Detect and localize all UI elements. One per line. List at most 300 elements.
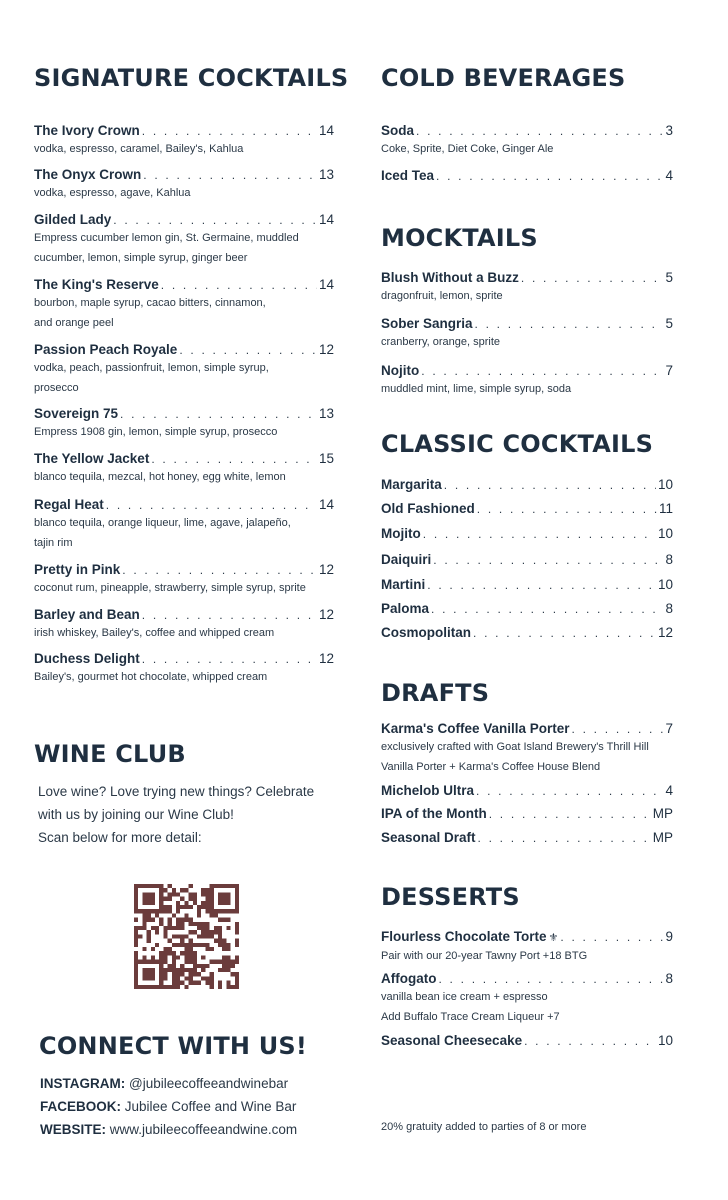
qr-module bbox=[205, 943, 209, 947]
qr-module bbox=[172, 926, 176, 930]
qr-module bbox=[210, 960, 214, 964]
item-price: 11 bbox=[658, 501, 673, 516]
qr-module bbox=[189, 884, 193, 888]
qr-module bbox=[134, 897, 138, 901]
qr-module bbox=[168, 918, 172, 922]
qr-module bbox=[142, 968, 146, 972]
qr-module bbox=[189, 968, 193, 972]
qr-module bbox=[155, 909, 159, 913]
item-description: tajin rim bbox=[34, 536, 73, 549]
qr-module bbox=[176, 926, 180, 930]
item-name: Daiquiri bbox=[381, 552, 432, 567]
facebook-page[interactable]: Jubilee Coffee and Wine Bar bbox=[124, 1099, 297, 1114]
qr-module bbox=[134, 888, 138, 892]
qr-module bbox=[205, 981, 209, 985]
qr-module bbox=[218, 926, 222, 930]
menu-item bbox=[381, 624, 673, 642]
qr-module bbox=[168, 926, 172, 930]
qr-module bbox=[134, 905, 138, 909]
item-description: blanco tequila, mezcal, hot honey, egg white, lemon bbox=[34, 471, 286, 483]
qr-module bbox=[138, 909, 142, 913]
qr-module bbox=[184, 976, 188, 980]
qr-module bbox=[197, 943, 201, 947]
item-price: 4 bbox=[665, 783, 673, 798]
qr-module bbox=[210, 972, 214, 976]
qr-module bbox=[235, 930, 239, 934]
item-name: Margarita bbox=[381, 477, 442, 492]
qr-module bbox=[222, 901, 226, 905]
qr-module bbox=[142, 909, 146, 913]
qr-module bbox=[163, 947, 167, 951]
qr-module bbox=[163, 905, 167, 909]
qr-module bbox=[197, 922, 201, 926]
qr-module bbox=[205, 964, 209, 968]
mocktails-title: MOCKTAILS bbox=[381, 224, 538, 252]
qr-module bbox=[142, 926, 146, 930]
desserts-title: DESSERTS bbox=[381, 883, 520, 911]
qr-module bbox=[189, 922, 193, 926]
qr-module bbox=[180, 968, 184, 972]
qr-module bbox=[205, 901, 209, 905]
qr-module bbox=[147, 976, 151, 980]
item-name: Duchess Delight bbox=[34, 651, 140, 666]
dot-leader bbox=[478, 829, 651, 847]
qr-module bbox=[235, 897, 239, 901]
item-name: IPA of the Month bbox=[381, 806, 487, 821]
item-price: 4 bbox=[665, 168, 673, 183]
qr-module bbox=[226, 918, 230, 922]
dot-leader bbox=[423, 525, 656, 543]
qr-module bbox=[168, 951, 172, 955]
item-price: 14 bbox=[318, 497, 334, 512]
qr-module bbox=[218, 897, 222, 901]
qr-module bbox=[222, 955, 226, 959]
qr-module bbox=[210, 913, 214, 917]
item-name: Blush Without a Buzz bbox=[381, 270, 519, 285]
qr-module bbox=[163, 951, 167, 955]
qr-module bbox=[201, 964, 205, 968]
menu-item bbox=[381, 315, 673, 353]
item-description: Empress cucumber lemon gin, St. Germaine, muddled bbox=[34, 232, 299, 244]
dot-leader bbox=[113, 211, 317, 229]
qr-module bbox=[151, 897, 155, 901]
item-price: 14 bbox=[318, 277, 334, 292]
qr-module bbox=[197, 981, 201, 985]
qr-module bbox=[210, 897, 214, 901]
qr-module bbox=[189, 976, 193, 980]
qr-module bbox=[189, 897, 193, 901]
dot-leader bbox=[473, 624, 656, 642]
qr-module bbox=[155, 913, 159, 917]
qr-module bbox=[184, 947, 188, 951]
item-description: dragonfruit, lemon, sprite bbox=[381, 290, 503, 302]
item-price: 9 bbox=[665, 929, 673, 944]
qr-module bbox=[235, 985, 239, 989]
qr-module bbox=[176, 976, 180, 980]
item-description: Vanilla Porter + Karma's Coffee House Blend bbox=[381, 760, 601, 773]
item-price: 5 bbox=[665, 270, 673, 285]
qr-module bbox=[134, 930, 138, 934]
qr-module bbox=[142, 884, 146, 888]
gluten-free-icon: ⚜ bbox=[548, 932, 559, 944]
item-name: Karma's Coffee Vanilla Porter bbox=[381, 721, 570, 736]
qr-module bbox=[168, 905, 172, 909]
qr-module bbox=[210, 976, 214, 980]
menu-item bbox=[34, 405, 334, 443]
item-price: MP bbox=[652, 830, 673, 845]
qr-module bbox=[201, 934, 205, 938]
menu-item bbox=[381, 928, 673, 967]
qr-module bbox=[184, 918, 188, 922]
qr-module bbox=[172, 955, 176, 959]
item-name: Pretty in Pink bbox=[34, 562, 121, 577]
qr-module bbox=[142, 897, 146, 901]
qr-module bbox=[235, 981, 239, 985]
qr-module bbox=[193, 930, 197, 934]
facebook-label: FACEBOOK: bbox=[40, 1099, 121, 1114]
item-description: and orange peel bbox=[34, 316, 114, 329]
item-price: 3 bbox=[665, 123, 673, 138]
qr-module bbox=[180, 981, 184, 985]
qr-module bbox=[159, 955, 163, 959]
qr-module bbox=[184, 985, 188, 989]
qr-module bbox=[226, 981, 230, 985]
qr-module bbox=[201, 976, 205, 980]
qr-module bbox=[180, 934, 184, 938]
qr-module bbox=[142, 901, 146, 905]
dot-leader bbox=[524, 1032, 656, 1050]
item-price: 13 bbox=[318, 406, 334, 421]
qr-module bbox=[138, 884, 142, 888]
qr-module bbox=[163, 968, 167, 972]
qr-module bbox=[142, 947, 146, 951]
item-description: coconut rum, pineapple, strawberry, simple syrup, sprite bbox=[34, 582, 306, 594]
qr-module bbox=[218, 968, 222, 972]
item-price: 14 bbox=[318, 212, 334, 227]
item-price: 10 bbox=[657, 577, 673, 592]
qr-module bbox=[142, 913, 146, 917]
qr-module bbox=[168, 968, 172, 972]
qr-module bbox=[201, 901, 205, 905]
qr-module bbox=[235, 922, 239, 926]
qr-module bbox=[176, 943, 180, 947]
qr-module bbox=[214, 909, 218, 913]
contact-facebook bbox=[40, 1095, 296, 1119]
qr-module bbox=[142, 922, 146, 926]
wine-club-title: WINE CLUB bbox=[34, 740, 186, 768]
qr-module bbox=[134, 892, 138, 896]
qr-module bbox=[163, 930, 167, 934]
item-name: Seasonal Cheesecake bbox=[381, 1033, 523, 1048]
item-price: 10 bbox=[657, 1033, 673, 1048]
dot-leader bbox=[142, 650, 317, 668]
contact-instagram bbox=[40, 1072, 288, 1096]
dot-leader bbox=[433, 551, 663, 569]
qr-module bbox=[142, 918, 146, 922]
qr-module bbox=[201, 905, 205, 909]
wine-club-line: Scan below for more detail: bbox=[38, 830, 202, 845]
qr-module bbox=[176, 934, 180, 938]
qr-module bbox=[151, 884, 155, 888]
dot-leader bbox=[475, 315, 664, 333]
qr-module bbox=[189, 947, 193, 951]
qr-module bbox=[218, 930, 222, 934]
qr-module bbox=[176, 985, 180, 989]
item-description: Pair with our 20-year Tawny Port +18 BTG bbox=[381, 950, 588, 962]
qr-module bbox=[159, 922, 163, 926]
qr-module bbox=[138, 926, 142, 930]
item-description: irish whiskey, Bailey's, coffee and whipped cream bbox=[34, 627, 275, 639]
qr-module bbox=[231, 964, 235, 968]
qr-module bbox=[235, 939, 239, 943]
qr-module bbox=[235, 960, 239, 964]
qr-module bbox=[138, 934, 142, 938]
item-description: bourbon, maple syrup, cacao bitters, cinnamon, bbox=[34, 297, 266, 309]
qr-module bbox=[151, 901, 155, 905]
qr-module bbox=[163, 888, 167, 892]
qr-module bbox=[159, 951, 163, 955]
qr-module bbox=[151, 947, 155, 951]
website-link[interactable]: www.jubileecoffeeandwine.com bbox=[109, 1122, 298, 1137]
qr-module bbox=[226, 955, 230, 959]
qr-module bbox=[193, 955, 197, 959]
qr-module bbox=[147, 939, 151, 943]
qr-module bbox=[134, 926, 138, 930]
qr-module bbox=[180, 972, 184, 976]
qr-module bbox=[168, 964, 172, 968]
item-price: MP bbox=[652, 806, 673, 821]
qr-module bbox=[147, 913, 151, 917]
qr-module bbox=[231, 960, 235, 964]
qr-module bbox=[184, 901, 188, 905]
qr-module bbox=[134, 918, 138, 922]
qr-module bbox=[159, 901, 163, 905]
qr-module bbox=[159, 976, 163, 980]
item-name: Sober Sangria bbox=[381, 316, 473, 331]
qr-module bbox=[159, 905, 163, 909]
qr-module bbox=[218, 884, 222, 888]
menu-item bbox=[381, 600, 673, 618]
qr-module bbox=[134, 976, 138, 980]
qr-module bbox=[231, 909, 235, 913]
qr-module bbox=[193, 897, 197, 901]
qr-module bbox=[226, 964, 230, 968]
qr-module bbox=[134, 939, 138, 943]
qr-module bbox=[147, 918, 151, 922]
qr-module bbox=[222, 943, 226, 947]
dot-leader bbox=[560, 928, 663, 946]
item-price: 10 bbox=[657, 526, 673, 541]
qr-module bbox=[151, 955, 155, 959]
qr-module bbox=[142, 985, 146, 989]
item-description: muddled mint, lime, simple syrup, soda bbox=[381, 383, 572, 395]
qr-module bbox=[155, 943, 159, 947]
qr-module bbox=[168, 897, 172, 901]
qr-module bbox=[189, 939, 193, 943]
item-name: Nojito bbox=[381, 363, 420, 378]
qr-module bbox=[147, 897, 151, 901]
qr-module bbox=[168, 939, 172, 943]
qr-module bbox=[205, 947, 209, 951]
qr-module bbox=[151, 976, 155, 980]
item-price: 5 bbox=[665, 316, 673, 331]
qr-module bbox=[222, 947, 226, 951]
qr-module bbox=[134, 972, 138, 976]
qr-module bbox=[163, 897, 167, 901]
menu-item bbox=[34, 450, 334, 488]
item-name: Seasonal Draft bbox=[381, 830, 476, 845]
qr-module bbox=[142, 976, 146, 980]
qr-module bbox=[210, 892, 214, 896]
qr-module bbox=[180, 922, 184, 926]
dot-leader bbox=[142, 606, 317, 624]
qr-module bbox=[134, 943, 138, 947]
qr-module bbox=[226, 985, 230, 989]
item-price: 7 bbox=[665, 721, 673, 736]
dot-leader bbox=[416, 122, 663, 140]
dot-leader bbox=[122, 561, 317, 579]
menu-item bbox=[34, 496, 334, 553]
qr-module bbox=[218, 943, 222, 947]
menu-item bbox=[34, 276, 334, 333]
item-name: Paloma bbox=[381, 601, 430, 616]
qr-module bbox=[235, 905, 239, 909]
qr-module bbox=[172, 934, 176, 938]
qr-module bbox=[168, 884, 172, 888]
item-price: 8 bbox=[665, 601, 673, 616]
item-name: Soda bbox=[381, 123, 415, 138]
qr-module bbox=[147, 985, 151, 989]
qr-module bbox=[147, 884, 151, 888]
qr-module bbox=[205, 976, 209, 980]
qr-module bbox=[235, 972, 239, 976]
qr-module bbox=[205, 926, 209, 930]
item-name: The Yellow Jacket bbox=[34, 451, 150, 466]
dot-leader bbox=[436, 167, 663, 185]
qr-module bbox=[180, 964, 184, 968]
qr-module bbox=[226, 901, 230, 905]
drafts-title: DRAFTS bbox=[381, 679, 490, 707]
qr-module bbox=[197, 905, 201, 909]
qr-module bbox=[222, 964, 226, 968]
qr-module bbox=[151, 926, 155, 930]
qr-module bbox=[151, 968, 155, 972]
qr-module bbox=[155, 985, 159, 989]
qr-module bbox=[163, 960, 167, 964]
qr-module bbox=[147, 968, 151, 972]
qr-module bbox=[205, 922, 209, 926]
qr-module bbox=[184, 934, 188, 938]
qr-module bbox=[218, 985, 222, 989]
item-description: Empress 1908 gin, lemon, simple syrup, prosecco bbox=[34, 426, 278, 438]
qr-module bbox=[201, 968, 205, 972]
item-name: The King's Reserve bbox=[34, 277, 159, 292]
instagram-handle[interactable]: @jubileecoffeeandwinebar bbox=[129, 1076, 289, 1091]
qr-module bbox=[189, 972, 193, 976]
item-name: Gilded Lady bbox=[34, 212, 112, 227]
item-price: 12 bbox=[318, 562, 334, 577]
qr-module bbox=[226, 943, 230, 947]
qr-module bbox=[231, 985, 235, 989]
qr-module bbox=[214, 926, 218, 930]
qr-module bbox=[180, 943, 184, 947]
qr-module bbox=[218, 909, 222, 913]
qr-code-image[interactable] bbox=[134, 884, 239, 989]
qr-module bbox=[134, 985, 138, 989]
item-price: 14 bbox=[318, 123, 334, 138]
item-description: cranberry, orange, sprite bbox=[381, 336, 501, 348]
qr-module bbox=[168, 909, 172, 913]
qr-module bbox=[205, 892, 209, 896]
menu-item bbox=[381, 362, 673, 400]
qr-module bbox=[222, 909, 226, 913]
qr-module bbox=[172, 892, 176, 896]
item-name-text: Flourless Chocolate Torte bbox=[381, 929, 547, 944]
qr-module bbox=[184, 888, 188, 892]
qr-module bbox=[180, 939, 184, 943]
qr-module bbox=[184, 943, 188, 947]
qr-module bbox=[168, 947, 172, 951]
qr-module bbox=[147, 960, 151, 964]
qr-module bbox=[147, 972, 151, 976]
qr-module bbox=[151, 892, 155, 896]
dot-leader bbox=[179, 341, 317, 359]
qr-module bbox=[176, 955, 180, 959]
qr-module bbox=[134, 955, 138, 959]
item-name: Michelob Ultra bbox=[381, 783, 475, 798]
qr-module bbox=[176, 909, 180, 913]
qr-module bbox=[205, 909, 209, 913]
qr-module bbox=[176, 968, 180, 972]
qr-module bbox=[222, 892, 226, 896]
qr-module bbox=[163, 972, 167, 976]
qr-module bbox=[134, 909, 138, 913]
dot-leader bbox=[521, 269, 664, 287]
item-price: 12 bbox=[318, 607, 334, 622]
qr-module bbox=[176, 918, 180, 922]
dot-leader bbox=[444, 476, 656, 494]
qr-module bbox=[226, 947, 230, 951]
item-name: Passion Peach Royale bbox=[34, 342, 178, 357]
item-price: 10 bbox=[657, 477, 673, 492]
qr-module bbox=[142, 892, 146, 896]
instagram-label: INSTAGRAM: bbox=[40, 1076, 126, 1091]
qr-module bbox=[193, 968, 197, 972]
qr-module bbox=[193, 901, 197, 905]
item-description: blanco tequila, orange liqueur, lime, agave, jalapeño, bbox=[34, 517, 291, 529]
qr-module bbox=[134, 951, 138, 955]
qr-module bbox=[172, 913, 176, 917]
website-label: WEBSITE: bbox=[40, 1122, 106, 1137]
item-name: Martini bbox=[381, 577, 426, 592]
dot-leader bbox=[438, 970, 663, 988]
qr-module bbox=[172, 972, 176, 976]
qr-module bbox=[210, 884, 214, 888]
qr-module bbox=[226, 892, 230, 896]
qr-module bbox=[226, 909, 230, 913]
qr-module bbox=[172, 985, 176, 989]
qr-module bbox=[159, 981, 163, 985]
item-name: Sovereign 75 bbox=[34, 406, 119, 421]
dot-leader bbox=[477, 500, 657, 518]
qr-module bbox=[189, 960, 193, 964]
qr-module bbox=[193, 981, 197, 985]
qr-module bbox=[189, 930, 193, 934]
qr-module bbox=[147, 909, 151, 913]
qr-module bbox=[226, 884, 230, 888]
qr-module bbox=[180, 905, 184, 909]
qr-module bbox=[168, 892, 172, 896]
